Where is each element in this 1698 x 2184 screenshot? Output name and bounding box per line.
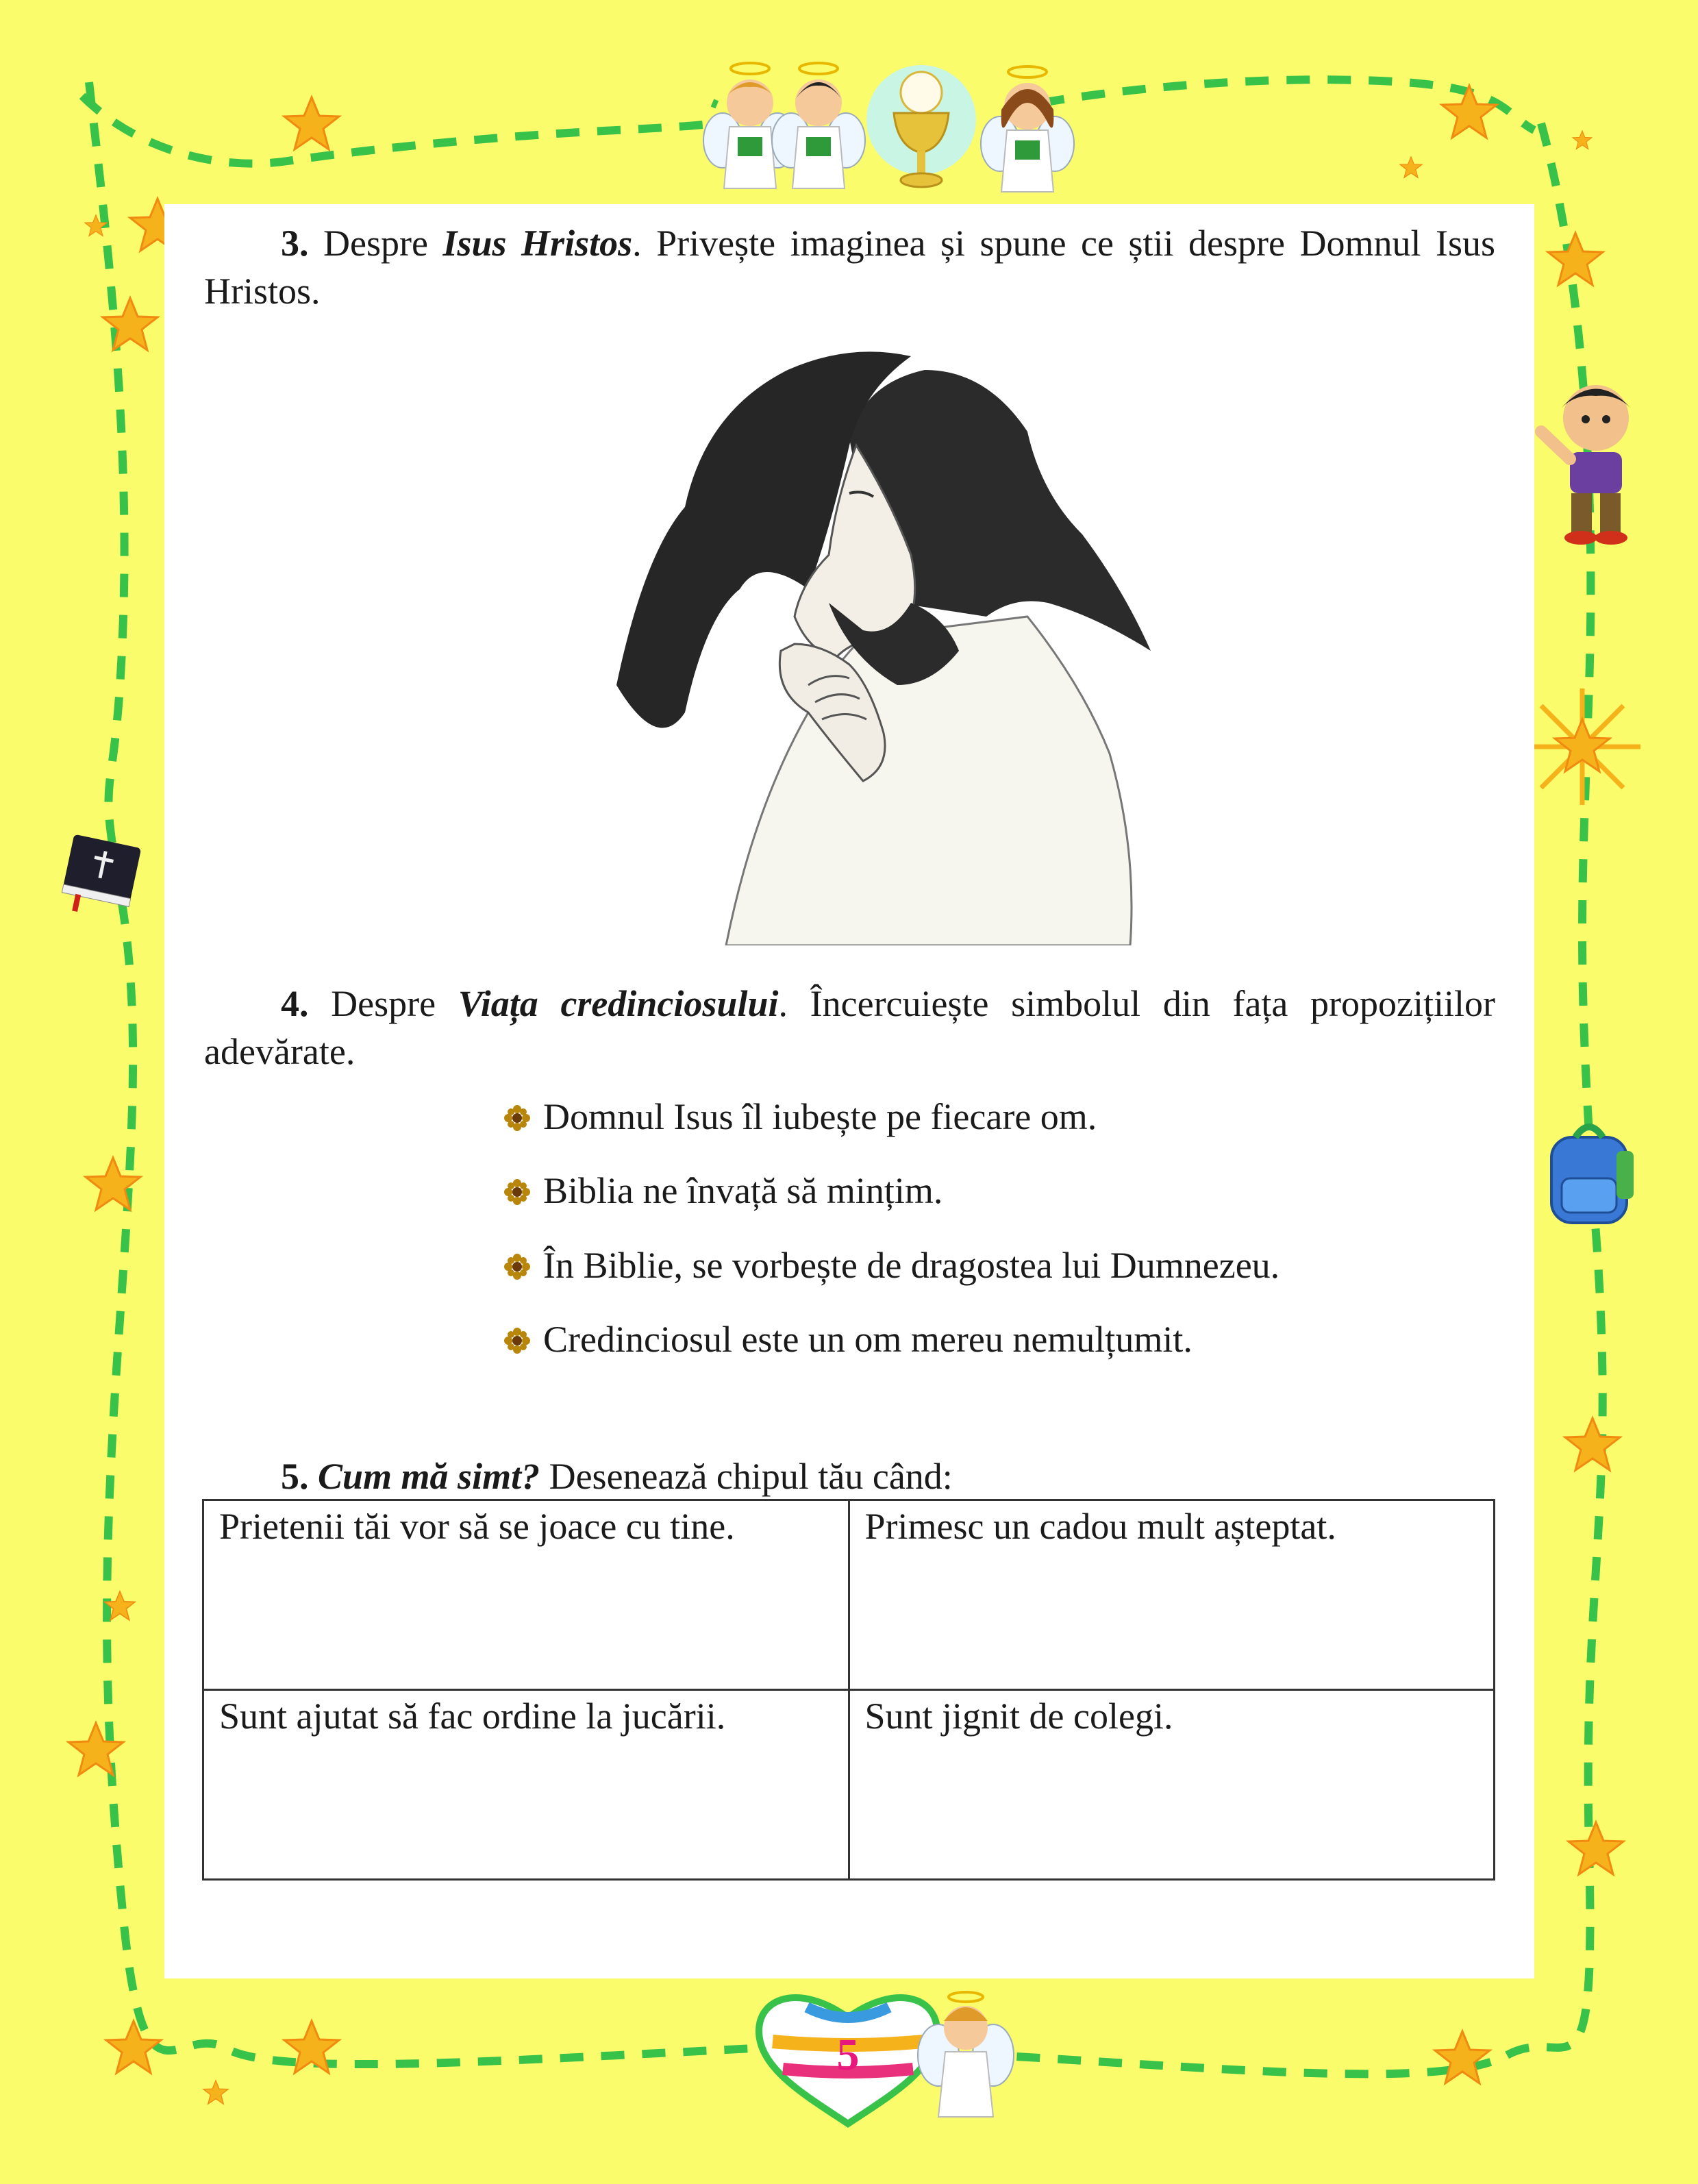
exercise-4-number: 4. (281, 983, 309, 1024)
backpack-icon (1551, 1127, 1634, 1223)
exercise-3-lead: Despre (323, 223, 428, 264)
exercise-5-instruction: Desenează chipul tău când: (549, 1456, 953, 1497)
cell-prompt: Sunt jignit de colegi. (864, 1696, 1173, 1737)
exercise-3-text (204, 219, 1495, 315)
star-icon (1400, 157, 1422, 177)
bible-icon (59, 834, 142, 922)
drawing-table (202, 1499, 1495, 1881)
exercise-4-text (204, 980, 1495, 1076)
cell-prompt: Sunt ajutat să fac ordine la jucării. (219, 1696, 726, 1737)
flower-bullet-icon[interactable] (503, 1178, 531, 1206)
exercise-3-number: 3. (281, 223, 309, 264)
angel-icon (772, 63, 865, 188)
statement-item[interactable] (503, 1170, 942, 1211)
star-icon (1573, 131, 1592, 149)
statement-item[interactable] (503, 1245, 1279, 1286)
flower-bullet-icon[interactable] (503, 1104, 531, 1132)
angel-icon (981, 66, 1074, 192)
jesus-praying-illustration (603, 329, 1192, 945)
exercise-5-heading (281, 1452, 953, 1500)
page-number: 5 (836, 2030, 860, 2080)
statement-text: În Biblie, se vorbește de dragostea lui Dumnezeu. (543, 1245, 1280, 1286)
statement-text: Domnul Isus îl iubește pe fiecare om. (543, 1096, 1097, 1137)
cell-prompt: Primesc un cadou mult așteptat. (864, 1506, 1336, 1547)
exercise-3-instruction: . Privește imaginea și spune ce știi despre Domnul (632, 223, 1421, 264)
exercise-3-topic: Isus Hristos (442, 223, 633, 264)
drawing-cell[interactable] (849, 1690, 1495, 1880)
exercise-3-instruction-cont: Isus Hristos. (204, 223, 1496, 312)
chalice-icon (866, 65, 976, 187)
exercise-5-number: 5. (281, 1456, 309, 1497)
star-icon (1442, 86, 1497, 138)
star-icon (203, 2081, 228, 2104)
drawing-cell[interactable] (203, 1690, 849, 1880)
flower-bullet-icon[interactable] (503, 1327, 531, 1354)
flower-bullet-icon[interactable] (503, 1253, 531, 1280)
star-icon (1435, 2031, 1490, 2083)
statement-item[interactable] (503, 1319, 1193, 1360)
drawing-cell[interactable] (203, 1500, 849, 1690)
star-icon (1548, 233, 1603, 285)
sun-icon (1524, 688, 1640, 805)
exercise-4-instruction-cont: adevărate. (204, 1031, 355, 1072)
star-icon (284, 97, 339, 149)
star-icon (1565, 1418, 1620, 1470)
statement-text: Credinciosul este un om mereu nemulțumit. (543, 1319, 1193, 1360)
star-icon (106, 2021, 161, 2073)
exercise-4-lead: Despre (331, 983, 436, 1024)
statement-text: Biblia ne învață să mințim. (543, 1170, 943, 1211)
table-row (203, 1690, 1495, 1880)
drawing-cell[interactable] (849, 1500, 1495, 1690)
cell-prompt: Prietenii tăi vor să se joace cu tine. (219, 1506, 735, 1547)
star-icon (1569, 1822, 1623, 1874)
exercise-4-instruction: . Încercuiește simbolul din fața propozițiilor (778, 983, 1495, 1024)
table-row (203, 1500, 1495, 1690)
exercise-4-topic: Viața credinciosului (458, 983, 779, 1024)
boy-waving-icon (1541, 385, 1630, 545)
statement-item[interactable] (503, 1096, 1097, 1137)
exercise-5-topic: Cum mă simt? (318, 1456, 540, 1497)
